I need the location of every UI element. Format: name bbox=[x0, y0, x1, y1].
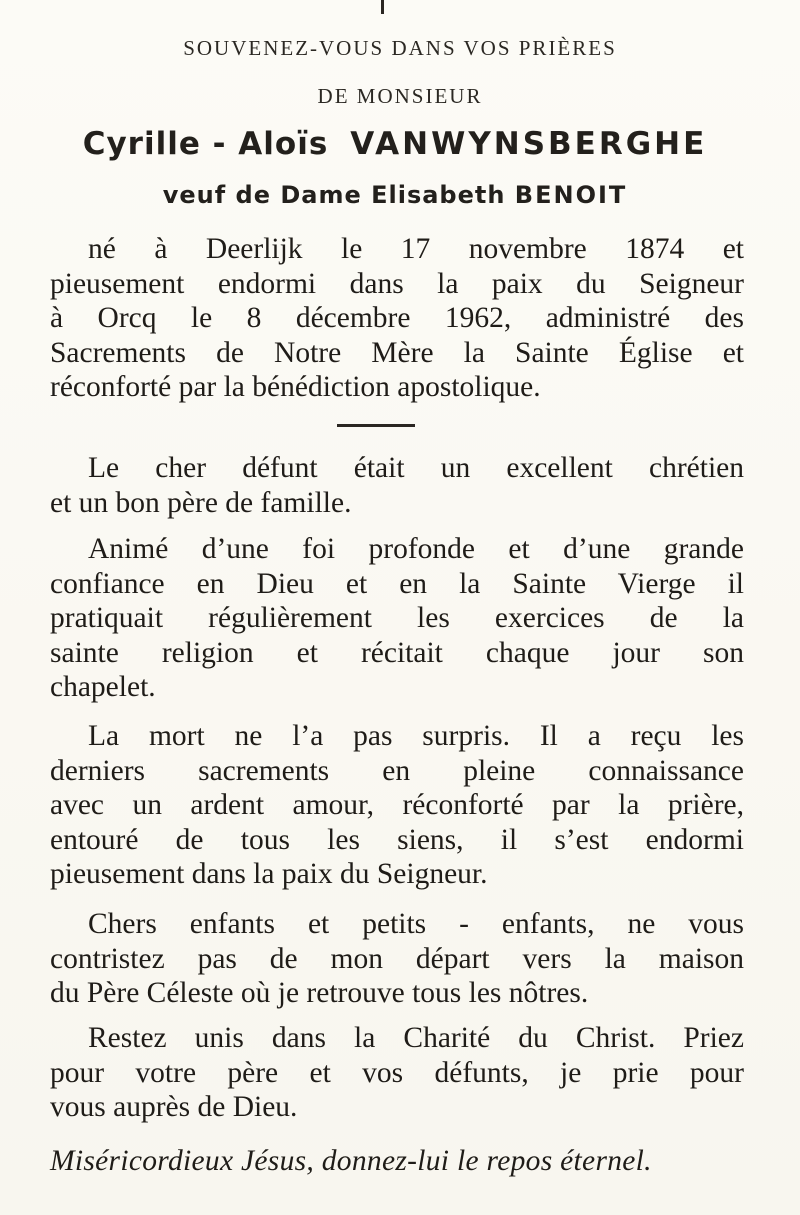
surname: VANWYNSBERGHE bbox=[350, 126, 708, 162]
text-line: réconforté par la bénédiction apostolique. bbox=[50, 371, 541, 403]
text-line: pieusement dans la paix du Seigneur. bbox=[50, 858, 488, 890]
deceased-name bbox=[0, 126, 790, 162]
text-line: pour votre père et vos défunts, je prie pour bbox=[50, 1056, 744, 1089]
closing-prayer: Miséricordieux Jésus, donnez-lui le repos éternel. bbox=[50, 1145, 652, 1177]
cross-mark bbox=[381, 0, 384, 14]
divider-rule bbox=[337, 424, 415, 427]
text-line: né à Deerlijk le 17 novembre 1874 et bbox=[88, 233, 744, 265]
paragraph-2 bbox=[50, 532, 744, 705]
text-line: Restez unis dans la Charité du Christ. Priez bbox=[88, 1022, 744, 1054]
text-line: La mort ne l’a pas surpris. Il a reçu les bbox=[88, 720, 744, 752]
header-line-1: SOUVENEZ-VOUS DANS VOS PRIÈRES bbox=[183, 36, 617, 60]
paragraph-3 bbox=[50, 719, 744, 892]
text-line: et un bon père de famille. bbox=[50, 486, 352, 519]
widow-prefix: veuf de Dame Elisabeth bbox=[162, 181, 506, 209]
text-line: à Orcq le 8 décembre 1962, administré des bbox=[50, 302, 744, 334]
text-line: derniers sacrements en pleine connaissance bbox=[50, 754, 744, 787]
text-line: Animé d’une foi profonde et d’une grande bbox=[88, 533, 744, 565]
text-line: pieusement endormi dans la paix du Seigneur bbox=[50, 267, 744, 300]
widow-surname: BENOIT bbox=[514, 181, 628, 209]
paragraph-4 bbox=[50, 907, 744, 1011]
text-line: Le cher défunt était un excellent chrétien bbox=[88, 452, 744, 484]
text-line: sainte religion et récitait chaque jour son bbox=[50, 636, 744, 669]
text-line: contristez pas de mon départ vers la maison bbox=[50, 942, 744, 975]
widow-line bbox=[0, 181, 790, 209]
intro-paragraph bbox=[50, 232, 744, 405]
text-line: Sacrements de Notre Mère la Sainte Église et bbox=[50, 336, 744, 369]
text-line: confiance en Dieu et en la Sainte Vierge il bbox=[50, 567, 744, 600]
text-line: entouré de tous les siens, il s’est endormi bbox=[50, 823, 744, 856]
text-line: vous auprès de Dieu. bbox=[50, 1091, 298, 1123]
text-line: du Père Céleste où je retrouve tous les nôtres. bbox=[50, 977, 589, 1009]
paragraph-1 bbox=[50, 451, 744, 520]
given-names: Cyrille - Aloïs bbox=[82, 126, 329, 162]
text-line: pratiquait régulièrement les exercices de la bbox=[50, 602, 744, 634]
header-line-2: DE MONSIEUR bbox=[317, 84, 483, 108]
text-line: chapelet. bbox=[50, 671, 156, 703]
text-line: Chers enfants et petits - enfants, ne vous bbox=[88, 908, 744, 940]
paragraph-5 bbox=[50, 1021, 744, 1125]
text-line: avec un ardent amour, réconforté par la prière, bbox=[50, 789, 744, 821]
